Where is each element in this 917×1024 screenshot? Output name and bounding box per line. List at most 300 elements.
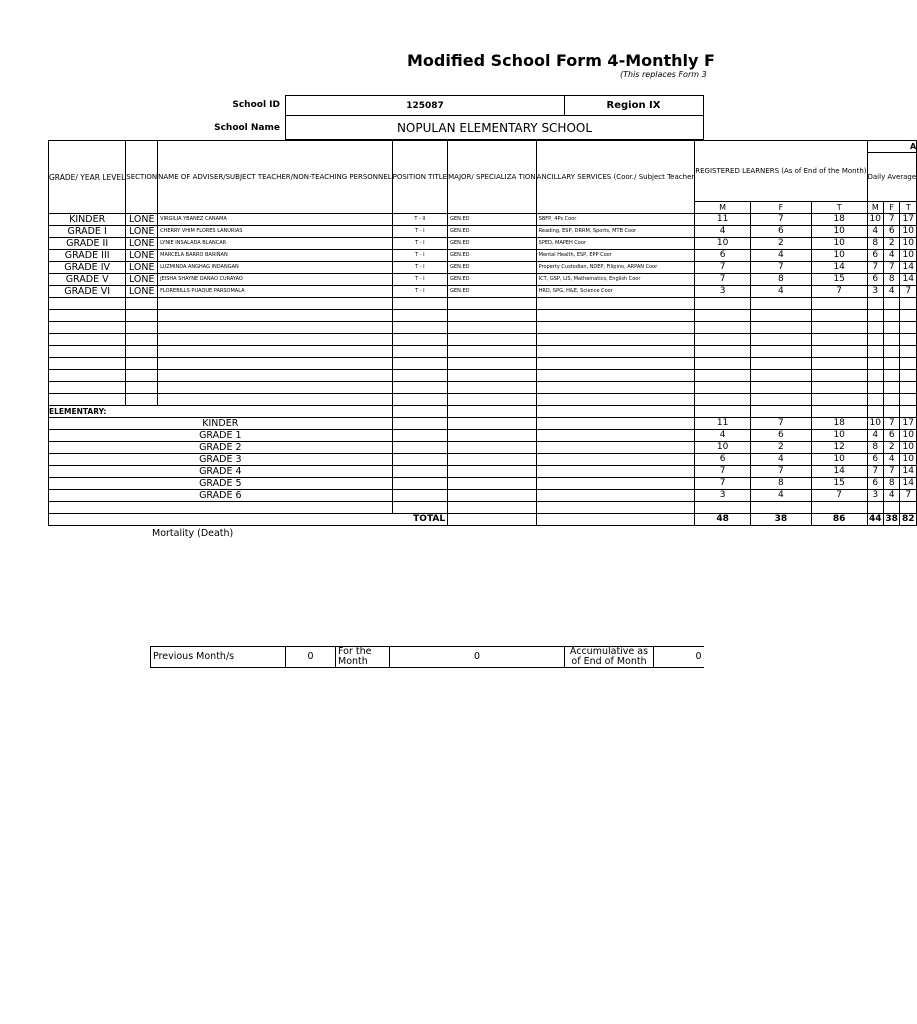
empty-cell: [392, 358, 448, 370]
empty-cell: [867, 298, 884, 310]
empty-cell: [536, 346, 695, 358]
empty-cell: [448, 346, 537, 358]
summary-grade-cell: GRADE 5: [49, 478, 393, 490]
empty-cell: [448, 442, 537, 454]
empty-row: [49, 322, 917, 334]
empty-cell: [750, 322, 811, 334]
empty-cell: [536, 370, 695, 382]
position-cell: T - II: [392, 214, 448, 226]
count-dm-cell: 7: [867, 262, 884, 274]
empty-cell: [448, 490, 537, 502]
summary-t-cell: 18: [811, 418, 867, 430]
col-major-header: MAJOR/ SPECIALIZA TION: [448, 141, 537, 214]
empty-cell: [448, 430, 537, 442]
major-cell: GEN.ED: [448, 250, 537, 262]
empty-cell: [900, 298, 917, 310]
school-name-value: NOPULAN ELEMENTARY SCHOOL: [285, 116, 704, 140]
summary-dt-cell: 7: [900, 490, 917, 502]
empty-cell: [884, 310, 900, 322]
summary-dm-cell: 8: [867, 442, 884, 454]
count-t-cell: 15: [811, 274, 867, 286]
summary-dt-cell: 10: [900, 430, 917, 442]
empty-cell: [900, 334, 917, 346]
empty-cell: [448, 466, 537, 478]
empty-cell: [158, 322, 392, 334]
empty-cell: [49, 322, 126, 334]
empty-cell: [536, 442, 695, 454]
summary-t-cell: 14: [811, 466, 867, 478]
col-dm-header: M: [867, 202, 884, 214]
col-a-header: A: [867, 141, 917, 153]
summary-df-cell: 2: [884, 442, 900, 454]
summary-m-cell: 3: [695, 490, 751, 502]
empty-cell: [811, 502, 867, 514]
empty-cell: [126, 334, 158, 346]
mortality-table: [150, 646, 704, 668]
empty-cell: [811, 334, 867, 346]
empty-cell: [392, 454, 448, 466]
count-t-cell: 18: [811, 214, 867, 226]
empty-cell: [695, 346, 751, 358]
count-dm-cell: 3: [867, 286, 884, 298]
empty-cell: [392, 406, 448, 418]
empty-cell: [126, 298, 158, 310]
count-df-cell: 4: [884, 250, 900, 262]
empty-cell: [536, 430, 695, 442]
empty-cell: [536, 514, 695, 526]
empty-cell: [392, 418, 448, 430]
count-dt-cell: 7: [900, 286, 917, 298]
col-daily-header: Daily Average: [867, 153, 917, 202]
summary-f-cell: 4: [750, 454, 811, 466]
count-m-cell: 6: [695, 250, 751, 262]
empty-cell: [811, 382, 867, 394]
empty-cell: [392, 334, 448, 346]
empty-cell: [448, 454, 537, 466]
empty-row: [49, 382, 917, 394]
empty-cell: [448, 370, 537, 382]
count-dt-cell: 14: [900, 274, 917, 286]
section-cell: LONE: [126, 274, 158, 286]
empty-cell: [158, 298, 392, 310]
count-f-cell: 8: [750, 274, 811, 286]
empty-cell: [536, 322, 695, 334]
empty-cell: [884, 322, 900, 334]
summary-grade-cell: GRADE 2: [49, 442, 393, 454]
empty-cell: [900, 394, 917, 406]
position-cell: T - I: [392, 274, 448, 286]
adviser-name-cell: FLOREBILLS PUAQUE PARSOMALA: [158, 286, 392, 298]
previous-month-value: 0: [286, 647, 336, 668]
empty-row: [49, 298, 917, 310]
empty-cell: [536, 454, 695, 466]
col-m-header: M: [695, 202, 751, 214]
grade-cell: GRADE II: [49, 238, 126, 250]
empty-cell: [392, 322, 448, 334]
grade-cell: GRADE IV: [49, 262, 126, 274]
summary-f-cell: 2: [750, 442, 811, 454]
count-t-cell: 10: [811, 238, 867, 250]
empty-cell: [884, 334, 900, 346]
empty-cell: [49, 310, 126, 322]
ancillary-cell: SPED, MAPEH Coor: [536, 238, 695, 250]
summary-row: [49, 430, 917, 442]
summary-m-cell: 11: [695, 418, 751, 430]
major-cell: GEN.ED: [448, 226, 537, 238]
empty-cell: [536, 502, 695, 514]
section-cell: LONE: [126, 238, 158, 250]
empty-cell: [867, 382, 884, 394]
empty-row: [49, 310, 917, 322]
empty-cell: [126, 358, 158, 370]
empty-row: [49, 358, 917, 370]
empty-cell: [392, 370, 448, 382]
total-f-cell: 38: [750, 514, 811, 526]
empty-cell: [867, 334, 884, 346]
col-name-header: NAME OF ADVISER/SUBJECT TEACHER/NON-TEACHING PERSONNEL: [158, 141, 392, 214]
summary-t-cell: 12: [811, 442, 867, 454]
empty-cell: [392, 502, 448, 514]
grade-cell: GRADE I: [49, 226, 126, 238]
summary-grade-cell: GRADE 6: [49, 490, 393, 502]
summary-dm-cell: 3: [867, 490, 884, 502]
empty-cell: [448, 358, 537, 370]
count-m-cell: 3: [695, 286, 751, 298]
summary-f-cell: 8: [750, 478, 811, 490]
count-m-cell: 7: [695, 262, 751, 274]
empty-cell: [695, 322, 751, 334]
empty-cell: [392, 478, 448, 490]
empty-cell: [750, 298, 811, 310]
empty-cell: [695, 334, 751, 346]
table-row: [49, 250, 917, 262]
count-m-cell: 7: [695, 274, 751, 286]
position-cell: T - I: [392, 286, 448, 298]
summary-dm-cell: 6: [867, 478, 884, 490]
total-t-cell: 86: [811, 514, 867, 526]
empty-cell: [536, 478, 695, 490]
position-cell: T - I: [392, 238, 448, 250]
empty-cell: [448, 322, 537, 334]
empty-cell: [750, 310, 811, 322]
adviser-name-cell: LUZMINDA ANGHAG INDANGAN: [158, 262, 392, 274]
empty-cell: [884, 370, 900, 382]
summary-dt-cell: 14: [900, 478, 917, 490]
summary-df-cell: 8: [884, 478, 900, 490]
empty-cell: [695, 370, 751, 382]
empty-cell: [750, 346, 811, 358]
empty-cell: [158, 358, 392, 370]
empty-cell: [884, 382, 900, 394]
empty-cell: [49, 346, 126, 358]
empty-cell: [126, 322, 158, 334]
count-dm-cell: 4: [867, 226, 884, 238]
count-f-cell: 4: [750, 286, 811, 298]
summary-df-cell: 4: [884, 490, 900, 502]
empty-cell: [695, 406, 751, 418]
adviser-name-cell: LYNIE INSALADA BLANCAR: [158, 238, 392, 250]
empty-cell: [867, 502, 884, 514]
count-dm-cell: 6: [867, 250, 884, 262]
empty-cell: [126, 394, 158, 406]
empty-cell: [695, 394, 751, 406]
count-m-cell: 10: [695, 238, 751, 250]
empty-cell: [448, 394, 537, 406]
table-row: [49, 274, 917, 286]
count-f-cell: 4: [750, 250, 811, 262]
school-name-label: School Name: [214, 123, 280, 133]
count-dm-cell: 10: [867, 214, 884, 226]
empty-cell: [49, 502, 393, 514]
staff-table: [48, 140, 917, 526]
adviser-name-cell: MARCELA BARRO BARIÑAN: [158, 250, 392, 262]
empty-cell: [126, 310, 158, 322]
count-f-cell: 6: [750, 226, 811, 238]
count-t-cell: 10: [811, 250, 867, 262]
empty-cell: [695, 298, 751, 310]
empty-cell: [448, 310, 537, 322]
empty-cell: [448, 418, 537, 430]
empty-cell: [49, 358, 126, 370]
empty-cell: [126, 382, 158, 394]
empty-cell: [811, 358, 867, 370]
col-position-header: POSITION TITLE: [392, 141, 448, 214]
empty-cell: [392, 298, 448, 310]
summary-dm-cell: 6: [867, 454, 884, 466]
summary-dm-cell: 7: [867, 466, 884, 478]
summary-m-cell: 10: [695, 442, 751, 454]
empty-cell: [900, 358, 917, 370]
empty-row: [49, 346, 917, 358]
summary-dm-cell: 4: [867, 430, 884, 442]
empty-cell: [811, 346, 867, 358]
table-row: [49, 238, 917, 250]
ancillary-cell: SBFP, 4Ps Coor: [536, 214, 695, 226]
count-df-cell: 6: [884, 226, 900, 238]
section-cell: LONE: [126, 214, 158, 226]
accumulative-label: Accumulative as of End of Month: [565, 647, 654, 668]
position-cell: T - I: [392, 226, 448, 238]
count-df-cell: 2: [884, 238, 900, 250]
mortality-label: Mortality (Death): [152, 528, 234, 539]
grade-cell: KINDER: [49, 214, 126, 226]
summary-row: [49, 490, 917, 502]
empty-cell: [536, 298, 695, 310]
empty-cell: [695, 358, 751, 370]
empty-cell: [448, 406, 537, 418]
count-m-cell: 4: [695, 226, 751, 238]
empty-cell: [811, 370, 867, 382]
empty-cell: [811, 310, 867, 322]
empty-cell: [392, 490, 448, 502]
total-label: TOTAL: [49, 514, 448, 526]
empty-cell: [900, 370, 917, 382]
table-row: [49, 226, 917, 238]
empty-cell: [49, 394, 126, 406]
empty-cell: [392, 466, 448, 478]
count-dt-cell: 10: [900, 250, 917, 262]
summary-grade-cell: GRADE 3: [49, 454, 393, 466]
summary-f-cell: 6: [750, 430, 811, 442]
elementary-label: ELEMENTARY:: [49, 406, 393, 418]
total-dt-cell: 82: [900, 514, 917, 526]
empty-cell: [392, 346, 448, 358]
empty-cell: [392, 310, 448, 322]
count-f-cell: 2: [750, 238, 811, 250]
count-dt-cell: 10: [900, 226, 917, 238]
empty-cell: [867, 322, 884, 334]
summary-dt-cell: 10: [900, 442, 917, 454]
count-df-cell: 7: [884, 214, 900, 226]
empty-cell: [448, 514, 537, 526]
empty-cell: [884, 502, 900, 514]
empty-row: [49, 334, 917, 346]
empty-cell: [49, 334, 126, 346]
empty-cell: [158, 310, 392, 322]
empty-cell: [750, 406, 811, 418]
empty-cell: [750, 370, 811, 382]
empty-cell: [536, 490, 695, 502]
summary-row: [49, 442, 917, 454]
ancillary-cell: HRD, SPG, H&E, Science Coor: [536, 286, 695, 298]
table-row: [49, 214, 917, 226]
adviser-name-cell: VIRGILIA YBANEZ CANAMA: [158, 214, 392, 226]
empty-cell: [392, 394, 448, 406]
empty-cell: [126, 370, 158, 382]
total-dm-cell: 44: [867, 514, 884, 526]
for-month-label: For the Month: [336, 647, 390, 668]
col-t-header: T: [811, 202, 867, 214]
summary-dm-cell: 10: [867, 418, 884, 430]
col-f-header: F: [750, 202, 811, 214]
empty-cell: [811, 322, 867, 334]
section-cell: LONE: [126, 250, 158, 262]
empty-cell: [811, 406, 867, 418]
summary-grade-cell: GRADE 4: [49, 466, 393, 478]
ancillary-cell: Reading, ESP, DRRM, Sports, MTB Coor: [536, 226, 695, 238]
summary-df-cell: 6: [884, 430, 900, 442]
summary-m-cell: 7: [695, 466, 751, 478]
summary-row: [49, 454, 917, 466]
major-cell: GEN.ED: [448, 274, 537, 286]
region-value: Region IX: [564, 95, 704, 116]
count-f-cell: 7: [750, 214, 811, 226]
summary-grade-cell: GRADE 1: [49, 430, 393, 442]
empty-cell: [750, 394, 811, 406]
empty-cell: [536, 310, 695, 322]
col-df-header: F: [884, 202, 900, 214]
empty-cell: [448, 478, 537, 490]
empty-cell: [811, 394, 867, 406]
empty-row: [49, 370, 917, 382]
total-m-cell: 48: [695, 514, 751, 526]
empty-cell: [900, 310, 917, 322]
empty-cell: [158, 334, 392, 346]
summary-dt-cell: 10: [900, 454, 917, 466]
empty-cell: [158, 346, 392, 358]
count-t-cell: 10: [811, 226, 867, 238]
empty-cell: [900, 382, 917, 394]
section-cell: LONE: [126, 226, 158, 238]
major-cell: GEN.ED: [448, 238, 537, 250]
empty-cell: [695, 310, 751, 322]
empty-cell: [695, 502, 751, 514]
count-df-cell: 8: [884, 274, 900, 286]
previous-month-label: Previous Month/s: [151, 647, 286, 668]
summary-row: [49, 418, 917, 430]
empty-cell: [448, 382, 537, 394]
empty-cell: [867, 346, 884, 358]
empty-cell: [867, 406, 884, 418]
empty-cell: [884, 358, 900, 370]
empty-cell: [811, 298, 867, 310]
col-section-header: SECTION: [126, 141, 158, 214]
position-cell: T - I: [392, 262, 448, 274]
ancillary-cell: ICT, GSP, LIS, Mathematics, English Coor: [536, 274, 695, 286]
summary-t-cell: 10: [811, 454, 867, 466]
empty-cell: [536, 394, 695, 406]
empty-cell: [695, 382, 751, 394]
empty-cell: [884, 394, 900, 406]
summary-dt-cell: 14: [900, 466, 917, 478]
count-df-cell: 4: [884, 286, 900, 298]
table-row: [49, 286, 917, 298]
empty-cell: [392, 430, 448, 442]
count-f-cell: 7: [750, 262, 811, 274]
adviser-name-cell: CHERRY VHIM FLORES LANURIAS: [158, 226, 392, 238]
school-id-label: School ID: [232, 100, 280, 110]
summary-m-cell: 6: [695, 454, 751, 466]
section-cell: LONE: [126, 262, 158, 274]
empty-cell: [750, 502, 811, 514]
ancillary-cell: Mental Health, ESP, EPP Coor: [536, 250, 695, 262]
summary-dt-cell: 17: [900, 418, 917, 430]
grade-cell: GRADE VI: [49, 286, 126, 298]
school-id-value: 125087: [285, 95, 565, 116]
col-registered-header: REGISTERED LEARNERS (As of End of the Month): [695, 141, 867, 202]
empty-cell: [392, 442, 448, 454]
section-cell: LONE: [126, 286, 158, 298]
empty-cell: [867, 370, 884, 382]
summary-f-cell: 7: [750, 466, 811, 478]
empty-cell: [158, 394, 392, 406]
for-month-value: 0: [390, 647, 565, 668]
count-t-cell: 14: [811, 262, 867, 274]
summary-t-cell: 10: [811, 430, 867, 442]
empty-cell: [884, 406, 900, 418]
summary-m-cell: 7: [695, 478, 751, 490]
count-df-cell: 7: [884, 262, 900, 274]
empty-cell: [900, 346, 917, 358]
grade-cell: GRADE V: [49, 274, 126, 286]
empty-cell: [750, 358, 811, 370]
empty-cell: [867, 358, 884, 370]
empty-cell: [536, 406, 695, 418]
accumulative-value: 0: [654, 647, 704, 668]
adviser-name-cell: JEISHA SHAYNE DANAO CURAYAO: [158, 274, 392, 286]
empty-cell: [448, 298, 537, 310]
empty-cell: [158, 382, 392, 394]
summary-df-cell: 7: [884, 418, 900, 430]
summary-row: [49, 478, 917, 490]
count-dt-cell: 10: [900, 238, 917, 250]
empty-cell: [867, 310, 884, 322]
empty-cell: [900, 406, 917, 418]
empty-cell: [448, 334, 537, 346]
empty-cell: [126, 346, 158, 358]
form-subtitle: (This replaces Form 3: [620, 70, 707, 79]
empty-cell: [392, 382, 448, 394]
